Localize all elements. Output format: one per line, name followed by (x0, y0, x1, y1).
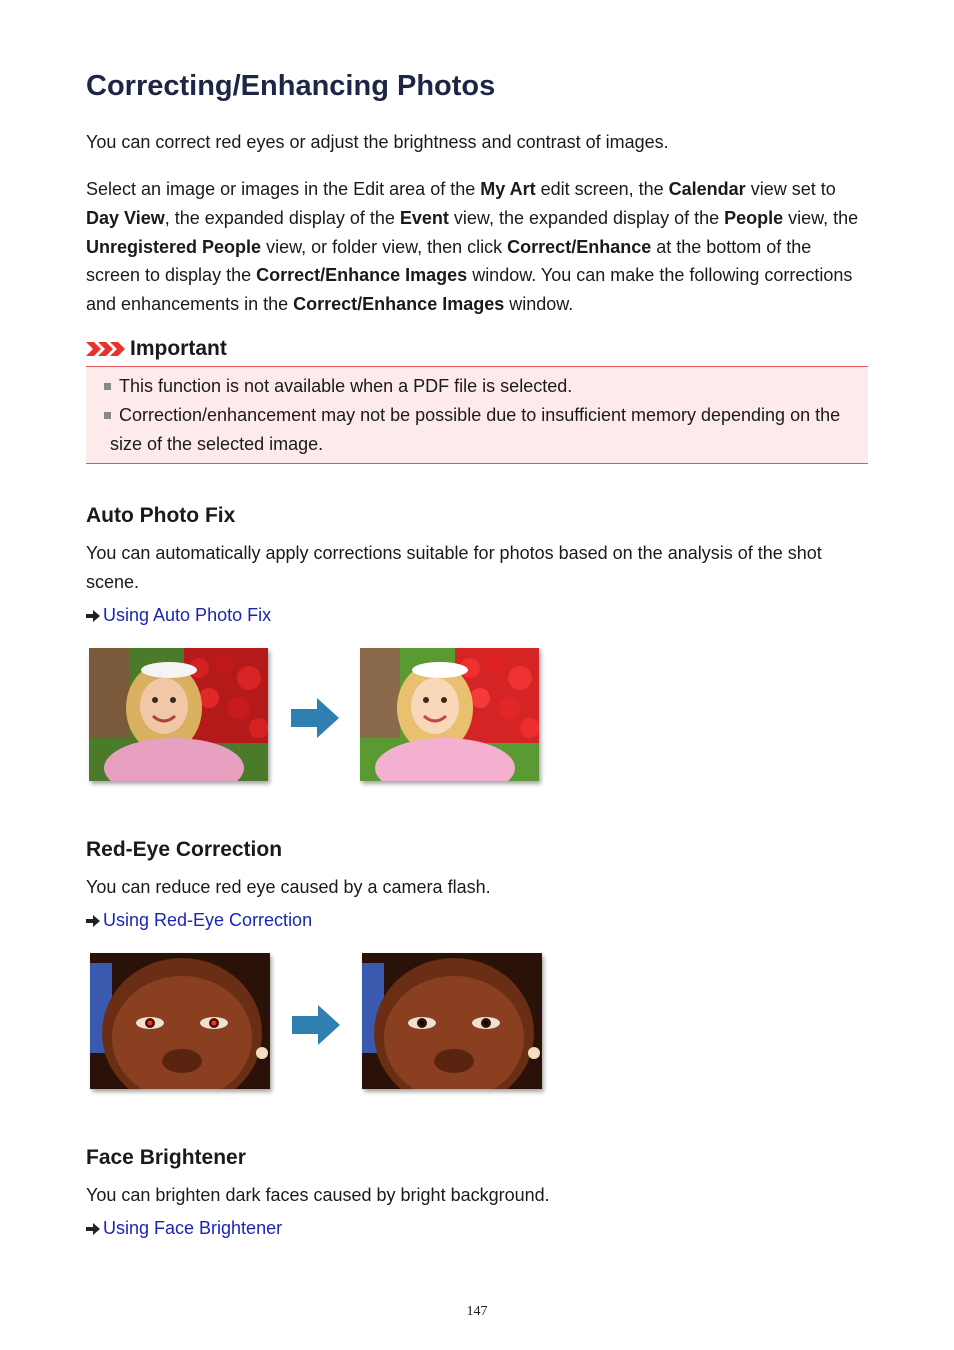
section-heading-face-brightener: Face Brightener (86, 1146, 246, 1169)
right-arrow-icon (291, 698, 339, 738)
photo-after-auto-fix (360, 648, 539, 781)
important-box (86, 366, 868, 464)
photo-before-auto-fix (89, 648, 268, 781)
description-paragraph: Select an image or images in the Edit area of the My Art edit screen, the Calendar view set to Day View, the expanded display of the Event view, the expanded display of the People view, the Unregistered People view, or folder view, then click Correct/Enhance at the bottom of the screen to display the Correct/Enhance Images window. You can make the following corrections and enhancements in the Correct/Enhance Images window. (86, 179, 859, 315)
link-arrow-icon (86, 915, 100, 927)
section-text: You can brighten dark faces caused by bright background. (86, 1185, 550, 1205)
section-heading-red-eye-correction: Red-Eye Correction (86, 838, 283, 861)
photo-before-red-eye (90, 953, 270, 1089)
section-text: You can reduce red eye caused by a camera flash. (86, 877, 491, 897)
photo-after-red-eye (362, 953, 542, 1089)
important-item: Correction/enhancement may not be possible due to insufficient memory depending on the size of the selected image. (86, 401, 856, 458)
link-arrow-icon (86, 1223, 100, 1235)
link-auto-photo-fix[interactable]: Using Auto Photo Fix (86, 605, 271, 626)
important-chevrons-icon (86, 339, 126, 359)
link-red-eye-correction[interactable]: Using Red-Eye Correction (86, 910, 312, 931)
page-number: 147 (466, 1304, 488, 1319)
important-item: This function is not available when a PDF file is selected. (86, 372, 856, 401)
important-label: Important (130, 337, 227, 360)
link-arrow-icon (86, 610, 100, 622)
important-heading (86, 334, 227, 364)
link-face-brightener[interactable]: Using Face Brightener (86, 1218, 282, 1239)
section-heading-auto-photo-fix: Auto Photo Fix (86, 504, 236, 527)
right-arrow-icon (292, 1005, 340, 1045)
intro-paragraph: You can correct red eyes or adjust the brightness and contrast of images. (86, 132, 669, 152)
bullet-icon (104, 412, 111, 419)
section-text: You can automatically apply corrections suitable for photos based on the analysis of the shot scene. (86, 543, 822, 592)
page-title: Correcting/Enhancing Photos (86, 70, 496, 102)
bullet-icon (104, 383, 111, 390)
